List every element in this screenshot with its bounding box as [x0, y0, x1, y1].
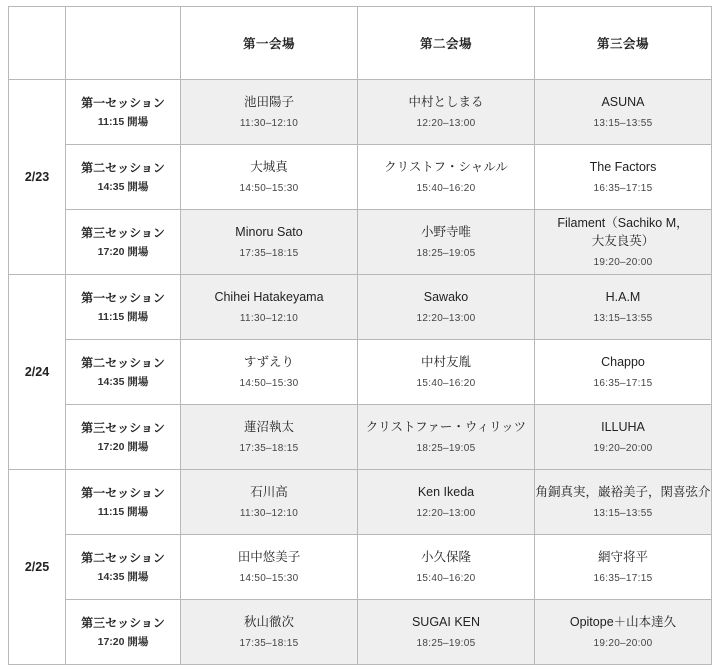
artist-name: [181, 223, 357, 241]
performance-time: 17:35–18:15: [239, 247, 299, 259]
session-cell: [66, 145, 181, 210]
artist-name-line: 池田陽子: [243, 94, 294, 109]
artist-name: [358, 288, 534, 306]
performance-cell[interactable]: [535, 405, 712, 470]
table-row: [9, 145, 712, 210]
performance-cell[interactable]: [181, 340, 358, 405]
session-cell: [66, 405, 181, 470]
table-row: [9, 275, 712, 340]
artist-name-line-2: 大友良英）: [591, 233, 655, 248]
session-cell: [66, 275, 181, 340]
artist-name-line: Sawako: [423, 289, 469, 304]
session-name: 第二セッション: [81, 161, 165, 176]
artist-name-line: クリストフ・シャルル: [384, 159, 508, 174]
performance-cell[interactable]: [358, 210, 535, 275]
performance-cell[interactable]: [358, 535, 535, 600]
artist-name: [358, 613, 534, 631]
performance-cell[interactable]: [181, 470, 358, 535]
session-open-time: 11:15 開場: [97, 505, 149, 518]
performance-cell[interactable]: [181, 275, 358, 340]
artist-name: [358, 223, 534, 241]
session-cell: [66, 535, 181, 600]
artist-name-line: Filament（Sachiko M，: [557, 215, 689, 230]
performance-time: 17:35–18:15: [239, 442, 299, 454]
session-open-time: 11:15 開場: [97, 310, 149, 323]
artist-name-line: 石川高: [250, 484, 288, 499]
artist-name-line: The Factors: [589, 159, 657, 174]
performance-cell[interactable]: [181, 535, 358, 600]
performance-time: 15:40–16:20: [416, 572, 476, 584]
performance-cell[interactable]: [535, 535, 712, 600]
session-name: 第三セッション: [81, 421, 165, 436]
artist-name-line: Opitope＋山本達久: [569, 614, 677, 629]
schedule-table: [8, 6, 712, 665]
session-name: 第二セッション: [81, 551, 165, 566]
table-header-row: [9, 7, 712, 80]
performance-cell[interactable]: [358, 145, 535, 210]
session-cell: [66, 80, 181, 145]
artist-name-line: 角銅真実，巌裕美子，閑喜弦介: [535, 484, 711, 499]
performance-time: 13:15–13:55: [593, 507, 653, 519]
artist-name-line: Chappo: [601, 354, 645, 369]
table-row: [9, 470, 712, 535]
performance-time: 18:25–19:05: [416, 442, 476, 454]
performance-time: 16:35–17:15: [593, 377, 653, 389]
date-cell: 2/23: [9, 80, 66, 275]
table-row: [9, 600, 712, 665]
artist-name-line: 大城真: [250, 159, 288, 174]
performance-time: 18:25–19:05: [416, 247, 476, 259]
artist-name: [181, 93, 357, 111]
artist-name: [181, 158, 357, 176]
artist-name-line: Ken Ikeda: [417, 484, 475, 499]
artist-name-line: 小久保隆: [420, 549, 471, 564]
performance-time: 12:20–13:00: [416, 507, 476, 519]
performance-cell[interactable]: [358, 275, 535, 340]
header-venue: 第二会場: [358, 7, 535, 80]
performance-time: 14:50–15:30: [239, 182, 299, 194]
session-open-time: 14:35 開場: [97, 375, 149, 388]
session-open-time: 11:15 開場: [97, 115, 149, 128]
performance-time: 11:30–12:10: [239, 117, 299, 129]
artist-name-line: Chihei Hatakeyama: [214, 289, 324, 304]
artist-name: [358, 483, 534, 501]
artist-name: [181, 548, 357, 566]
session-name: 第三セッション: [81, 226, 165, 241]
performance-time: 19:20–20:00: [593, 256, 653, 268]
performance-time: 18:25–19:05: [416, 637, 476, 649]
artist-name: [358, 158, 534, 176]
date-cell: 2/24: [9, 275, 66, 470]
artist-name-line: 小野寺唯: [420, 224, 471, 239]
performance-time: 13:15–13:55: [593, 312, 653, 324]
session-name: 第一セッション: [81, 96, 165, 111]
performance-cell[interactable]: [358, 405, 535, 470]
header-blank-date: [9, 7, 66, 80]
performance-time: 17:35–18:15: [239, 637, 299, 649]
session-cell: [66, 600, 181, 665]
performance-time: 14:50–15:30: [239, 572, 299, 584]
artist-name: [535, 548, 711, 566]
artist-name: [535, 418, 711, 436]
table-row: [9, 535, 712, 600]
artist-name-line: ASUNA: [601, 94, 645, 109]
session-cell: [66, 340, 181, 405]
header-venue: 第一会場: [181, 7, 358, 80]
session-open-time: 17:20 開場: [97, 635, 149, 648]
performance-time: 13:15–13:55: [593, 117, 653, 129]
artist-name: [358, 418, 534, 436]
performance-time: 12:20–13:00: [416, 117, 476, 129]
artist-name: [535, 158, 711, 176]
performance-cell[interactable]: [358, 470, 535, 535]
session-open-time: 17:20 開場: [97, 245, 149, 258]
artist-name-line: 蓮沼執太: [243, 419, 294, 434]
performance-time: 16:35–17:15: [593, 182, 653, 194]
artist-name: [358, 93, 534, 111]
artist-name-line: 秋山徹次: [243, 614, 294, 629]
performance-time: 19:20–20:00: [593, 637, 653, 649]
artist-name-line: 網守将平: [597, 549, 648, 564]
artist-name: [181, 353, 357, 371]
artist-name-line: Minoru Sato: [235, 224, 303, 239]
artist-name-line: すずえり: [243, 354, 295, 369]
table-row: [9, 210, 712, 275]
session-open-time: 14:35 開場: [97, 570, 149, 583]
session-cell: [66, 470, 181, 535]
performance-time: 11:30–12:10: [239, 507, 299, 519]
table-row: [9, 405, 712, 470]
artist-name: [535, 613, 711, 631]
header-venue: 第三会場: [535, 7, 712, 80]
performance-cell[interactable]: [535, 600, 712, 665]
artist-name-line: 中村としまる: [408, 94, 484, 109]
performance-cell[interactable]: [535, 80, 712, 145]
session-name: 第一セッション: [81, 486, 165, 501]
session-name: 第二セッション: [81, 356, 165, 371]
session-cell: [66, 210, 181, 275]
performance-cell[interactable]: [358, 600, 535, 665]
performance-cell[interactable]: [358, 80, 535, 145]
artist-name: [181, 288, 357, 306]
artist-name: [535, 214, 711, 250]
artist-name-line: 田中悠美子: [237, 549, 301, 564]
session-open-time: 14:35 開場: [97, 180, 149, 193]
performance-cell[interactable]: [181, 405, 358, 470]
artist-name-line: H.A.M: [605, 289, 641, 304]
performance-time: 15:40–16:20: [416, 182, 476, 194]
session-name: 第一セッション: [81, 291, 165, 306]
performance-cell[interactable]: [181, 80, 358, 145]
artist-name: [358, 353, 534, 371]
header-blank-session: [66, 7, 181, 80]
table-row: [9, 340, 712, 405]
artist-name: [358, 548, 534, 566]
artist-name-line: 中村友胤: [420, 354, 471, 369]
performance-cell[interactable]: [181, 210, 358, 275]
artist-name: [181, 483, 357, 501]
performance-cell[interactable]: [535, 275, 712, 340]
performance-cell[interactable]: [535, 145, 712, 210]
artist-name: [535, 93, 711, 111]
artist-name: [535, 483, 711, 501]
artist-name: [181, 418, 357, 436]
performance-cell[interactable]: [535, 470, 712, 535]
performance-cell[interactable]: [535, 210, 712, 275]
performance-cell[interactable]: [535, 340, 712, 405]
date-cell: 2/25: [9, 470, 66, 665]
artist-name-line: クリストファー・ウィリッツ: [365, 419, 527, 434]
performance-cell[interactable]: [358, 340, 535, 405]
performance-time: 11:30–12:10: [239, 312, 299, 324]
performance-cell[interactable]: [181, 145, 358, 210]
session-open-time: 17:20 開場: [97, 440, 149, 453]
session-name: 第三セッション: [81, 616, 165, 631]
artist-name-line: ILLUHA: [601, 419, 645, 434]
artist-name-line: SUGAI KEN: [411, 614, 481, 629]
performance-cell[interactable]: [181, 600, 358, 665]
artist-name: [535, 288, 711, 306]
table-row: [9, 80, 712, 145]
artist-name: [535, 353, 711, 371]
artist-name: [181, 613, 357, 631]
performance-time: 19:20–20:00: [593, 442, 653, 454]
performance-time: 16:35–17:15: [593, 572, 653, 584]
performance-time: 12:20–13:00: [416, 312, 476, 324]
performance-time: 14:50–15:30: [239, 377, 299, 389]
performance-time: 15:40–16:20: [416, 377, 476, 389]
